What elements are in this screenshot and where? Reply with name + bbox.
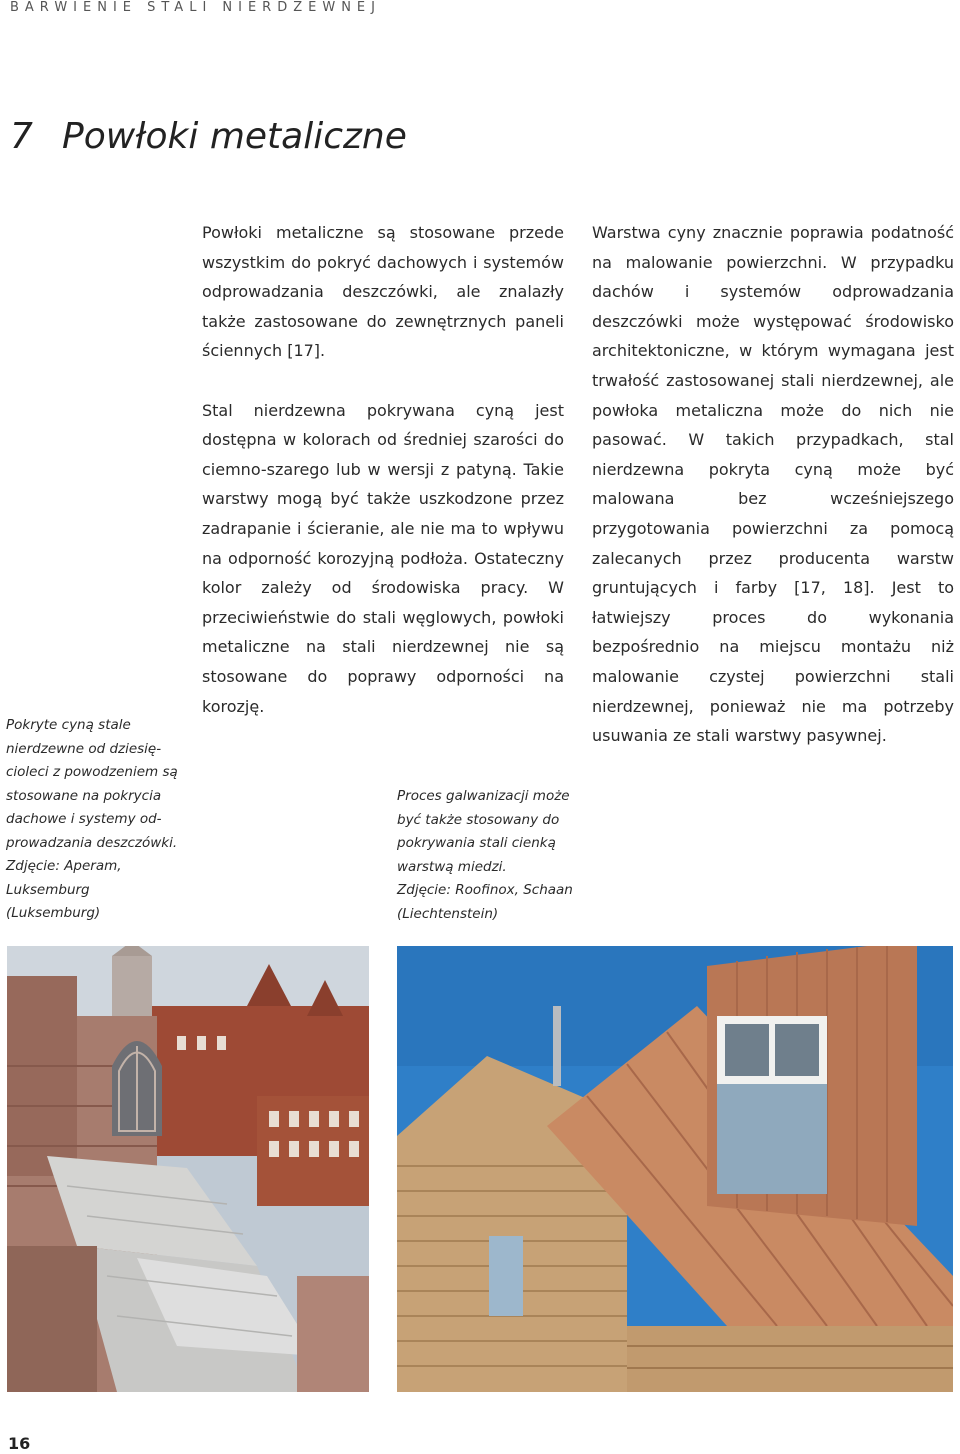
running-head: BARWIENIE STALI NIERDZEWNEJ	[10, 0, 381, 15]
caption-line: cioleci z powodzeniem są	[6, 764, 178, 780]
caption-line: (Liechtenstein)	[397, 905, 499, 922]
caption-line: Proces galwanizacji może	[397, 788, 570, 804]
paragraph: Stal nierdzewna pokrywana cyną jest dostępna w kolorach od średniej szarości do ciemno-szarego lub w wersji z patyną. Takie warstwy mogą być także uszkodzone przez zadrapanie i ścieranie, ale nie ma to wpływu na odporność korozyjną podłoża. Ostateczny kolor zależy od środowiska pracy. W przeciwieństwie do stali węglowych, powłoki metaliczne na stali nierdzewnej nie są stosowane do poprawy odporności na korozję.	[202, 400, 564, 716]
paragraph: Warstwa cyny znacznie poprawia podatność na malowanie powierzchni. W przypadku dachów i systemów odprowadzania deszczówki może występować środowisko architektoniczne, w którym wymagana jest trwałość zastosowanej stali nierdzewnej, ale powłoka metaliczna może do nich nie pasować. W takich przypadkach, stal nierdzewna pokryta cyną może być malowana bez wcześniejszego przygotowania powierzchni za pomocą zalecanych przez producenta warstw gruntujących i farby [17, 18]. Jest to łatwiejszy proces do wykonania bezpośrednio na miejscu montażu niż malowanie czystej powierzchni stali nierdzewnej, ponieważ nie ma potrzeby usuwania ze stali warstwy pasywnej.	[592, 223, 954, 746]
photo-caption-middle	[397, 785, 577, 926]
caption-line: Luksemburg	[6, 881, 90, 898]
photo-cathedral-tin-roof	[7, 946, 369, 1392]
caption-line: stosowane na pokrycia	[6, 787, 162, 804]
caption-line: Pokryte cyną stale	[6, 717, 131, 733]
caption-line: (Luksemburg)	[6, 905, 101, 921]
body-column-middle	[202, 218, 564, 721]
caption-line: Zdjęcie: Roofinox, Schaan	[397, 882, 573, 898]
chapter-number: 7	[10, 116, 33, 157]
paragraph: Powłoki metaliczne są stosowane przede wszystkim do pokryć dachowych i systemów odprowadzania deszczówki, ale znalazły także zastosowane do zewnętrznych paneli ściennych [17].	[202, 223, 564, 361]
caption-line: być także stosowany do	[397, 811, 560, 828]
chapter-heading	[10, 112, 407, 162]
caption-line: Zdjęcie: Aperam,	[6, 858, 122, 874]
photo-caption-left	[6, 714, 181, 926]
photo-copper-roof	[397, 946, 953, 1392]
page-number: 16	[8, 1434, 31, 1453]
caption-line: nierdzewne od dziesię-	[6, 740, 162, 757]
caption-line: pokrywania stali cienką	[397, 835, 556, 851]
caption-line: prowadzania deszczówki.	[6, 834, 178, 851]
chapter-title: Powłoki metaliczne	[62, 116, 407, 157]
caption-line: dachowe i systemy od-	[6, 811, 162, 827]
body-column-right	[592, 218, 954, 751]
caption-line: warstwą miedzi.	[397, 858, 507, 875]
